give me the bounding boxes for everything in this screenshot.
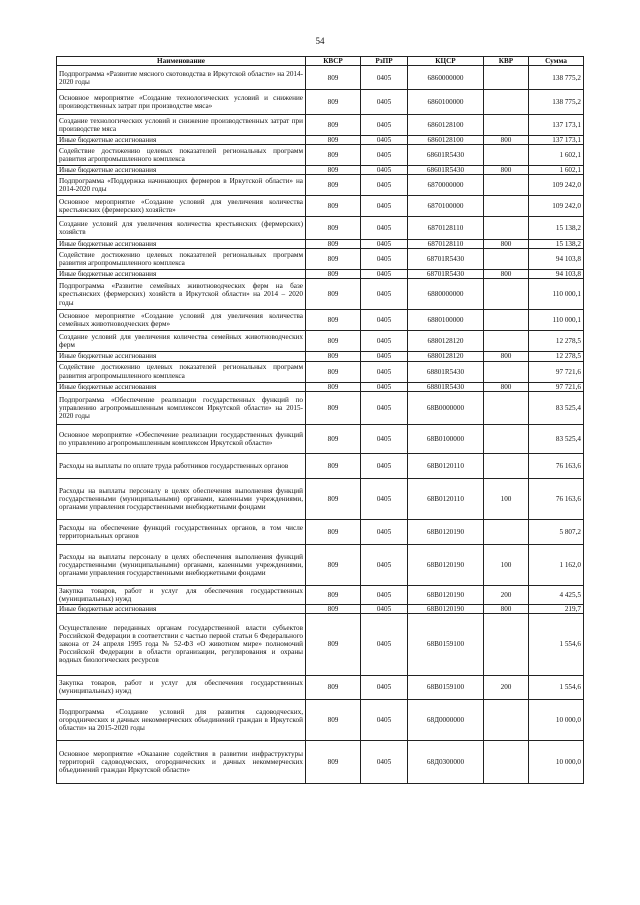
table-row (57, 66, 584, 90)
cell-name: Создание технологических условий и снижение производственных затрат при производстве мяса (57, 115, 306, 136)
table-row (57, 478, 584, 519)
cell-name: Закупка товаров, работ и услуг для обеспечения государственных (муниципальных) нужд (57, 585, 306, 604)
header-sum: Сумма (529, 57, 584, 66)
cell-kcsr: 6880100000 (408, 310, 484, 331)
cell-kcsr: 68601R5430 (408, 145, 484, 166)
cell-sum: 110 000,1 (529, 310, 584, 331)
cell-kvsr: 809 (306, 66, 361, 90)
cell-sum: 15 138,2 (529, 217, 584, 240)
cell-rzpr: 0405 (361, 136, 408, 145)
cell-name: Подпрограмма «Поддержка начинающих фермеров в Иркутской области» на 2014-2020 годы (57, 175, 306, 196)
cell-kcsr: 6870128110 (408, 217, 484, 240)
cell-kvr: 800 (484, 270, 529, 279)
cell-sum: 137 173,1 (529, 115, 584, 136)
cell-kvsr: 809 (306, 613, 361, 675)
cell-kcsr: 6880128120 (408, 331, 484, 352)
cell-rzpr: 0405 (361, 740, 408, 783)
cell-sum: 1 554,6 (529, 675, 584, 699)
cell-sum: 15 138,2 (529, 240, 584, 249)
cell-sum: 97 721,6 (529, 382, 584, 391)
cell-kvsr: 809 (306, 519, 361, 544)
cell-kvsr: 809 (306, 166, 361, 175)
cell-kvr (484, 249, 529, 270)
cell-rzpr: 0405 (361, 519, 408, 544)
cell-sum: 76 163,6 (529, 478, 584, 519)
cell-kvr (484, 453, 529, 478)
cell-rzpr: 0405 (361, 352, 408, 361)
cell-kvsr: 809 (306, 585, 361, 604)
table-row (57, 217, 584, 240)
cell-kvsr: 809 (306, 675, 361, 699)
cell-kcsr: 68601R5430 (408, 166, 484, 175)
cell-kvsr: 809 (306, 240, 361, 249)
cell-kcsr: 68В0120190 (408, 544, 484, 585)
cell-name: Содействие достижению целевых показателей региональных программ развития агропромышленного комплекса (57, 145, 306, 166)
cell-rzpr: 0405 (361, 544, 408, 585)
cell-kcsr: 68В0159100 (408, 675, 484, 699)
cell-sum: 219,7 (529, 604, 584, 613)
cell-kvr (484, 279, 529, 310)
cell-kcsr: 68Д0300000 (408, 740, 484, 783)
cell-sum: 138 775,2 (529, 90, 584, 115)
cell-name: Основное мероприятие «Создание условий для увеличения количества крестьянских (фермерских) хозяйств» (57, 196, 306, 217)
table-row (57, 240, 584, 249)
cell-kvsr: 809 (306, 90, 361, 115)
cell-kvr: 100 (484, 478, 529, 519)
cell-kvsr: 809 (306, 740, 361, 783)
table-row (57, 424, 584, 453)
table-row (57, 249, 584, 270)
table-row (57, 145, 584, 166)
table-row (57, 310, 584, 331)
cell-kcsr: 68801R5430 (408, 382, 484, 391)
cell-rzpr: 0405 (361, 478, 408, 519)
cell-name: Основное мероприятие «Создание условий для увеличения количества семейных животноводческих ферм» (57, 310, 306, 331)
cell-rzpr: 0405 (361, 66, 408, 90)
cell-kcsr: 68В0120190 (408, 585, 484, 604)
table-row (57, 675, 584, 699)
cell-kvr: 200 (484, 675, 529, 699)
table-row (57, 604, 584, 613)
cell-kvr: 800 (484, 352, 529, 361)
cell-rzpr: 0405 (361, 196, 408, 217)
cell-rzpr: 0405 (361, 361, 408, 382)
table-row (57, 453, 584, 478)
cell-sum: 109 242,0 (529, 175, 584, 196)
cell-name: Расходы на выплаты персоналу в целях обеспечения выполнения функций государственными (муниципальными) органами, казенными учреждениями, органами управления государственными внебюджетными фондами (57, 478, 306, 519)
cell-kvsr: 809 (306, 175, 361, 196)
cell-sum: 12 278,5 (529, 331, 584, 352)
cell-kvr (484, 331, 529, 352)
cell-sum: 1 602,1 (529, 166, 584, 175)
cell-kvr: 200 (484, 585, 529, 604)
cell-kvsr: 809 (306, 310, 361, 331)
table-row (57, 352, 584, 361)
table-row (57, 115, 584, 136)
cell-name: Подпрограмма «Развитие мясного скотоводства в Иркутской области» на 2014-2020 годы (57, 66, 306, 90)
cell-kcsr: 6860128100 (408, 115, 484, 136)
cell-kcsr: 6860000000 (408, 66, 484, 90)
cell-name: Подпрограмма «Развитие семейных животноводческих ферм на базе крестьянских (фермерских) хозяйств в Иркутской области» на 2014 – 2020 годы (57, 279, 306, 310)
cell-kcsr: 6870128110 (408, 240, 484, 249)
cell-sum: 1 162,0 (529, 544, 584, 585)
table-row (57, 519, 584, 544)
cell-name: Иные бюджетные ассигнования (57, 382, 306, 391)
cell-kvr (484, 519, 529, 544)
cell-kvr (484, 115, 529, 136)
cell-kcsr: 68701R5430 (408, 270, 484, 279)
cell-kvr (484, 613, 529, 675)
cell-kvr (484, 145, 529, 166)
cell-name: Создание условий для увеличения количества семейных животноводческих ферм (57, 331, 306, 352)
cell-kvsr: 809 (306, 331, 361, 352)
cell-kcsr: 68В0000000 (408, 391, 484, 424)
page-number: 54 (315, 36, 325, 46)
cell-rzpr: 0405 (361, 175, 408, 196)
cell-kvr (484, 90, 529, 115)
cell-kvr (484, 391, 529, 424)
cell-kvr (484, 217, 529, 240)
cell-kcsr: 68801R5430 (408, 361, 484, 382)
table-row (57, 166, 584, 175)
cell-sum: 83 525,4 (529, 391, 584, 424)
cell-rzpr: 0405 (361, 115, 408, 136)
cell-name: Иные бюджетные ассигнования (57, 352, 306, 361)
cell-kvsr: 809 (306, 361, 361, 382)
cell-kvsr: 809 (306, 382, 361, 391)
cell-sum: 1 602,1 (529, 145, 584, 166)
table-row (57, 90, 584, 115)
cell-name: Основное мероприятие «Оказание содействия в развитии инфраструктуры территорий садоводческих, огороднических и дачных некоммерческих объединений граждан Иркутской области» (57, 740, 306, 783)
cell-kcsr: 68В0120110 (408, 478, 484, 519)
cell-kcsr: 68В0159100 (408, 613, 484, 675)
cell-rzpr: 0405 (361, 453, 408, 478)
cell-name: Иные бюджетные ассигнования (57, 166, 306, 175)
cell-name: Закупка товаров, работ и услуг для обеспечения государственных (муниципальных) нужд (57, 675, 306, 699)
header-rzpr: РзПР (361, 57, 408, 66)
cell-rzpr: 0405 (361, 391, 408, 424)
cell-rzpr: 0405 (361, 699, 408, 740)
table-row (57, 613, 584, 675)
cell-kvsr: 809 (306, 279, 361, 310)
cell-name: Иные бюджетные ассигнования (57, 270, 306, 279)
table-row (57, 175, 584, 196)
cell-kvsr: 809 (306, 196, 361, 217)
cell-kvr: 800 (484, 166, 529, 175)
cell-sum: 76 163,6 (529, 453, 584, 478)
table-row (57, 361, 584, 382)
table-row (57, 331, 584, 352)
cell-name: Иные бюджетные ассигнования (57, 136, 306, 145)
cell-rzpr: 0405 (361, 585, 408, 604)
cell-kvsr: 809 (306, 270, 361, 279)
cell-kcsr: 6870000000 (408, 175, 484, 196)
cell-rzpr: 0405 (361, 145, 408, 166)
cell-kvr (484, 424, 529, 453)
cell-sum: 12 278,5 (529, 352, 584, 361)
table-row (57, 136, 584, 145)
cell-kcsr: 68Д0000000 (408, 699, 484, 740)
header-kvr: КВР (484, 57, 529, 66)
cell-kcsr: 6860128100 (408, 136, 484, 145)
cell-kcsr: 6880000000 (408, 279, 484, 310)
cell-kcsr: 68В0120110 (408, 453, 484, 478)
cell-kvsr: 809 (306, 217, 361, 240)
cell-kvr: 800 (484, 382, 529, 391)
cell-sum: 10 000,0 (529, 740, 584, 783)
cell-rzpr: 0405 (361, 604, 408, 613)
header-name: Наименование (57, 57, 306, 66)
cell-kvsr: 809 (306, 424, 361, 453)
table-row (57, 270, 584, 279)
cell-name: Содействие достижению целевых показателей региональных программ развития агропромышленного комплекса (57, 361, 306, 382)
table-row (57, 585, 584, 604)
cell-name: Подпрограмма «Обеспечение реализации государственных функций по управлению агропромышленным комплексом Иркутской области» на 2015-2020 годы (57, 391, 306, 424)
cell-rzpr: 0405 (361, 217, 408, 240)
cell-kcsr: 68В0120190 (408, 519, 484, 544)
cell-rzpr: 0405 (361, 382, 408, 391)
cell-rzpr: 0405 (361, 90, 408, 115)
cell-name: Подпрограмма «Создание условий для развития садоводческих, огороднических и дачных некоммерческих объединений граждан в Иркутской области» на 2015-2020 годы (57, 699, 306, 740)
cell-name: Иные бюджетные ассигнования (57, 240, 306, 249)
table-row (57, 196, 584, 217)
table-row (57, 699, 584, 740)
table-row (57, 740, 584, 783)
cell-rzpr: 0405 (361, 331, 408, 352)
cell-sum: 83 525,4 (529, 424, 584, 453)
cell-sum: 138 775,2 (529, 66, 584, 90)
cell-name: Расходы на выплаты персоналу в целях обеспечения выполнения функций государственными (муниципальными) органами, казенными учреждениями, органами управления государственными внебюджетными фондами (57, 544, 306, 585)
cell-sum: 97 721,6 (529, 361, 584, 382)
cell-kvr (484, 361, 529, 382)
cell-sum: 109 242,0 (529, 196, 584, 217)
cell-kcsr: 6870100000 (408, 196, 484, 217)
cell-rzpr: 0405 (361, 675, 408, 699)
table-row (57, 544, 584, 585)
table-row (57, 279, 584, 310)
cell-rzpr: 0405 (361, 613, 408, 675)
cell-name: Осуществление переданных органам государственной власти субъектов Российской Федерации в соответствии с частью первой статьи 6 Федерального закона от 24 апреля 1995 года № 52-ФЗ «О животном мире» полномочий Российской Федерации в области организации, регулирования и охраны водных биологических ресурсов (57, 613, 306, 675)
cell-sum: 94 103,8 (529, 270, 584, 279)
cell-sum: 137 173,1 (529, 136, 584, 145)
cell-rzpr: 0405 (361, 310, 408, 331)
cell-kvsr: 809 (306, 115, 361, 136)
cell-kcsr: 6880128120 (408, 352, 484, 361)
table-header-row (57, 57, 584, 66)
cell-kvsr: 809 (306, 249, 361, 270)
cell-rzpr: 0405 (361, 249, 408, 270)
cell-kvr (484, 310, 529, 331)
header-kcsr: КЦСР (408, 57, 484, 66)
cell-kvr: 800 (484, 240, 529, 249)
cell-sum: 10 000,0 (529, 699, 584, 740)
cell-kvsr: 809 (306, 352, 361, 361)
cell-kvsr: 809 (306, 391, 361, 424)
cell-kvsr: 809 (306, 544, 361, 585)
table-body (57, 66, 584, 784)
cell-kvr: 800 (484, 136, 529, 145)
cell-kvr (484, 740, 529, 783)
cell-sum: 1 554,6 (529, 613, 584, 675)
cell-kvr: 100 (484, 544, 529, 585)
cell-kcsr: 68В0100000 (408, 424, 484, 453)
cell-kvsr: 809 (306, 478, 361, 519)
header-kvsr: КВСР (306, 57, 361, 66)
cell-sum: 4 425,5 (529, 585, 584, 604)
cell-rzpr: 0405 (361, 240, 408, 249)
budget-table (56, 56, 584, 784)
cell-sum: 94 103,8 (529, 249, 584, 270)
cell-name: Создание условий для увеличения количества крестьянских (фермерских) хозяйств (57, 217, 306, 240)
cell-kvr (484, 175, 529, 196)
cell-rzpr: 0405 (361, 166, 408, 175)
cell-name: Основное мероприятие «Обеспечение реализации государственных функций по управлению агропромышленным комплексом Иркутской области» (57, 424, 306, 453)
cell-name: Содействие достижению целевых показателей региональных программ развития агропромышленного комплекса (57, 249, 306, 270)
cell-name: Расходы на обеспечение функций государственных органов, в том числе территориальных органов (57, 519, 306, 544)
cell-rzpr: 0405 (361, 424, 408, 453)
cell-kcsr: 6860100000 (408, 90, 484, 115)
cell-kcsr: 68701R5430 (408, 249, 484, 270)
cell-sum: 110 000,1 (529, 279, 584, 310)
cell-kvr: 800 (484, 604, 529, 613)
table-row (57, 382, 584, 391)
cell-kvsr: 809 (306, 145, 361, 166)
cell-kcsr: 68В0120190 (408, 604, 484, 613)
cell-kvr (484, 699, 529, 740)
cell-kvr (484, 196, 529, 217)
cell-name: Иные бюджетные ассигнования (57, 604, 306, 613)
cell-name: Расходы на выплаты по оплате труда работников государственных органов (57, 453, 306, 478)
cell-kvr (484, 66, 529, 90)
cell-name: Основное мероприятие «Создание технологических условий и снижение производственных затрат при производстве мяса» (57, 90, 306, 115)
cell-kvsr: 809 (306, 136, 361, 145)
cell-rzpr: 0405 (361, 279, 408, 310)
cell-kvsr: 809 (306, 453, 361, 478)
cell-kvsr: 809 (306, 604, 361, 613)
table-row (57, 391, 584, 424)
cell-rzpr: 0405 (361, 270, 408, 279)
cell-sum: 5 807,2 (529, 519, 584, 544)
cell-kvsr: 809 (306, 699, 361, 740)
